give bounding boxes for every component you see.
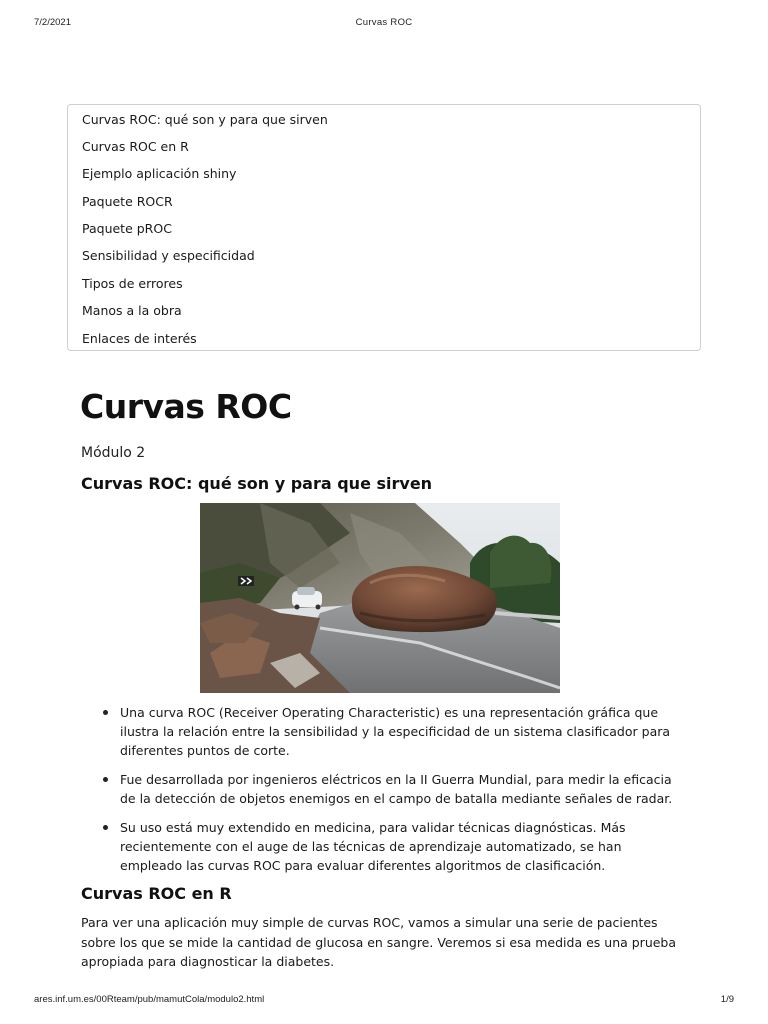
print-header xyxy=(0,17,768,31)
module-subtitle: Módulo 2 xyxy=(81,445,146,461)
toc-link-sensibilidad[interactable]: Sensibilidad y especificidad xyxy=(82,248,255,263)
toc-link-que-son[interactable]: Curvas ROC: qué son y para que sirven xyxy=(82,112,328,127)
bullet-dot-icon xyxy=(103,777,108,782)
print-page-title: Curvas ROC xyxy=(355,17,413,28)
list-item xyxy=(100,703,675,760)
bullet-text: Su uso está muy extendido en medicina, para validar técnicas diagnósticas. Más recientemente con el auge de las técnicas de aprendizaje automatizado, se han empleado las curvas ROC para evaluar diferentes algoritmos de clasificación. xyxy=(120,820,626,873)
toc-link-enlaces[interactable]: Enlaces de interés xyxy=(82,331,197,346)
toc-link-shiny[interactable]: Ejemplo aplicación shiny xyxy=(82,166,237,181)
section-heading-curvas-roc-en-r: Curvas ROC en R xyxy=(81,884,232,903)
print-date: 7/2/2021 xyxy=(34,17,71,28)
table-of-contents xyxy=(67,104,701,351)
section-heading-que-son: Curvas ROC: qué son y para que sirven xyxy=(81,474,433,493)
list-item xyxy=(100,770,675,808)
section-paragraph: Para ver una aplicación muy simple de curvas ROC, vamos a simular una serie de pacientes sobre los que se mide la cantidad de glucosa en sangre. Veremos si esa medida es una prueba apropiada para diagnosticar la diabetes. xyxy=(81,915,677,969)
page-title: Curvas ROC xyxy=(80,387,292,426)
toc-link-rocr[interactable]: Paquete ROCR xyxy=(82,194,173,209)
boulder-on-road-photo xyxy=(200,503,560,693)
print-footer xyxy=(0,994,768,1008)
toc-link-curvas-roc-en-r[interactable]: Curvas ROC en R xyxy=(82,139,189,154)
bullet-text: Una curva ROC (Receiver Operating Characteristic) es una representación gráfica que ilustra la relación entre la sensibilidad y la especificidad de un sistema clasificador para diferentes puntos de corte. xyxy=(120,705,671,758)
bullet-dot-icon xyxy=(103,825,108,830)
bullet-dot-icon xyxy=(103,710,108,715)
print-page-number: 1/9 xyxy=(720,994,734,1005)
bullet-text: Fue desarrollada por ingenieros eléctricos en la II Guerra Mundial, para medir la eficacia de la detección de objetos enemigos en el campo de batalla mediante señales de radar. xyxy=(120,772,673,806)
list-item xyxy=(100,818,675,875)
toc-link-manos-obra[interactable]: Manos a la obra xyxy=(82,303,182,318)
print-url: ares.inf.um.es/00Rteam/pub/mamutCola/modulo2.html xyxy=(34,994,265,1005)
toc-link-tipos-errores[interactable]: Tipos de errores xyxy=(82,276,183,291)
toc-link-proc[interactable]: Paquete pROC xyxy=(82,221,172,236)
